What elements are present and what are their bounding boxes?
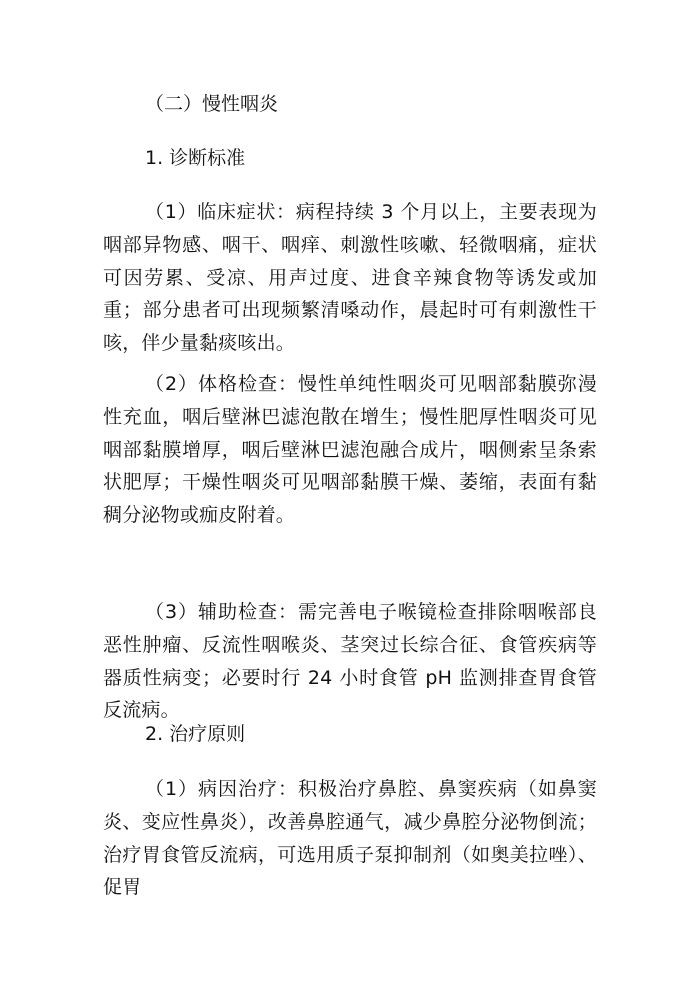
section-title: （二）慢性咽炎 — [145, 93, 279, 115]
paragraph-physical-exam: （2）体格检查：慢性单纯性咽炎可见咽部黏膜弥漫性充血，咽后壁淋巴滤泡散在增生；慢性肥厚性咽炎可见咽部黏膜增厚，咽后壁淋巴滤泡融合成片，咽侧索呈条索状肥厚；干燥性咽炎可见咽部黏膜干燥、萎缩，表面有黏稠分泌物或痂皮附着。 — [103, 373, 597, 527]
subsection-heading-treatment: 2. 治疗原则 — [145, 723, 246, 745]
paragraph-clinical-symptoms: （1）临床症状：病程持续 3 个月以上，主要表现为咽部异物感、咽干、咽痒、刺激性咳嗽、轻微咽痛，症状可因劳累、受凉、用声过度、进食辛辣食物等诱发或加重；部分患者可出现频繁清嗓动作，晨起时可有刺激性干咳，伴少量黏痰咳出。 — [103, 201, 597, 355]
subsection-heading-diagnosis: 1. 诊断标准 — [145, 147, 246, 169]
paragraph-etiological-treatment: （1）病因治疗：积极治疗鼻腔、鼻窦疾病（如鼻窦炎、变应性鼻炎），改善鼻腔通气，减少鼻腔分泌物倒流；治疗胃食管反流病，可选用质子泵抑制剂（如奥美拉唑）、促胃 — [103, 778, 597, 899]
paragraph-auxiliary-exam: （3）辅助检查：需完善电子喉镜检查排除咽喉部良恶性肿瘤、反流性咽喉炎、茎突过长综合征、食管疾病等器质性病变；必要时行 24 小时食管 pH 监测排查胃食管反流病。 — [103, 601, 597, 722]
